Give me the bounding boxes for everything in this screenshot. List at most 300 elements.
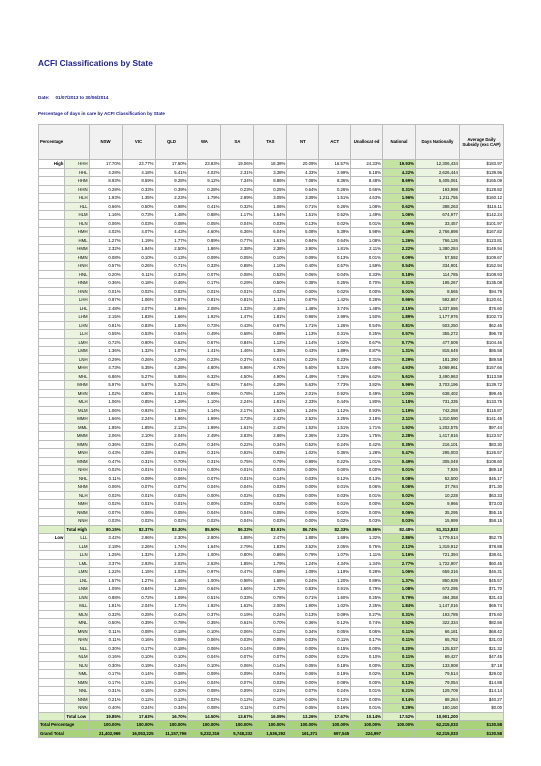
table-row — [39, 636, 504, 645]
cell-sa: 19.06% — [221, 160, 254, 169]
cell-sa: 0.02% — [221, 491, 254, 500]
report-subtitle: Percentage of days in care by ACFI Classification by State — [38, 111, 165, 116]
cell-code: MLN — [65, 610, 89, 619]
header-days: Days Nationally — [415, 125, 459, 160]
cell-sa: 0.06% — [221, 627, 254, 636]
table-row — [39, 398, 504, 407]
cell-nt: 0.07% — [287, 687, 319, 696]
table-row — [39, 304, 504, 313]
header-sa: SA — [221, 125, 254, 160]
group-label — [39, 262, 65, 271]
cell-subsidy: $69.74 — [459, 602, 503, 611]
cell-national: 0.06% — [383, 508, 416, 517]
cell-nsw: 0.88% — [89, 593, 122, 602]
table-row — [39, 236, 504, 245]
cell-subsidy: $108.93 — [459, 270, 503, 279]
cell-subsidy: $165.09 — [459, 177, 503, 186]
cell-national: 0.18% — [383, 270, 416, 279]
cell-act: 0.25% — [319, 279, 351, 288]
cell-unallocated: 0.27% — [351, 610, 383, 619]
cell-subsidy: $68.42 — [459, 627, 503, 636]
cell-days: 3,703,196 — [415, 381, 459, 390]
cell-tas: 1.65% — [254, 576, 287, 585]
cell-act: 0.08% — [319, 678, 351, 687]
cell-tas: 0.14% — [254, 661, 287, 670]
cell-code: HMH — [65, 228, 89, 237]
cell-days: 195,267 — [415, 279, 459, 288]
cell-vic: 0.03% — [122, 219, 155, 228]
cell-subsidy: $128.82 — [459, 185, 503, 194]
cell-vic: 5.27% — [122, 372, 155, 381]
table-row — [39, 704, 504, 713]
cell-code: LMH — [65, 338, 89, 347]
cell-code: LHL — [65, 304, 89, 313]
cell-qld: 0.20% — [155, 687, 188, 696]
cell-nsw: 2.18% — [89, 542, 122, 551]
group-label — [39, 330, 65, 339]
table-row — [39, 270, 504, 279]
cell-unallocated: 0.02% — [351, 670, 383, 679]
cell-tas: 1.70% — [254, 585, 287, 594]
cell-unallocated: 0.06% — [351, 627, 383, 636]
cell-nsw: 1.02% — [89, 389, 122, 398]
cell-nsw: 1.27% — [89, 236, 122, 245]
cell-nt: 0.87% — [287, 296, 319, 305]
cell-subsidy: $78.88 — [459, 542, 503, 551]
group-label — [39, 185, 65, 194]
cell-act: 0.19% — [319, 670, 351, 679]
cell-wa: 0.41% — [188, 202, 221, 211]
cell-subsidy: $31.43 — [459, 593, 503, 602]
table-row — [39, 355, 504, 364]
cell-days: 1,147,016 — [415, 602, 459, 611]
cell-act: 0.01% — [319, 500, 351, 509]
cell-unallocated: 1.80% — [351, 398, 383, 407]
cell-subsidy: $99.45 — [459, 389, 503, 398]
cell-vic: 0.16% — [122, 687, 155, 696]
cell-code: MHL — [65, 372, 89, 381]
cell-subsidy: $108.60 — [459, 457, 503, 466]
header-subsidy: Average Daily Subsidy (exc CAP) — [459, 125, 503, 160]
group-label — [39, 687, 65, 696]
cell-national: 0.47% — [383, 449, 416, 458]
cell-nsw: 19.85% — [89, 712, 122, 721]
cell-national: 0.81% — [383, 321, 416, 330]
cell-unallocated: 0.25% — [351, 593, 383, 602]
cell-qld: 2.12% — [155, 423, 188, 432]
cell-national: 1.06% — [383, 568, 416, 577]
cell-tas: 0.14% — [254, 474, 287, 483]
cell-wa: 4.02% — [188, 168, 221, 177]
cell-wa: 2.08% — [188, 304, 221, 313]
cell-subsidy — [459, 525, 503, 534]
cell-national: 82.48% — [383, 525, 416, 534]
cell-nsw: 0.02% — [89, 500, 122, 509]
cell-act: 0.11% — [319, 636, 351, 645]
cell-tas: 0.09% — [254, 644, 287, 653]
cell-nt: 0.00% — [287, 517, 319, 526]
group-label — [39, 321, 65, 330]
cell-sa: 0.75% — [221, 457, 254, 466]
cell-national: 2.77% — [383, 559, 416, 568]
cell-national: 4.93% — [383, 364, 416, 373]
cell-code: HNM — [65, 279, 89, 288]
cell-nsw: 0.20% — [89, 270, 122, 279]
cell-vic: 1.27% — [122, 576, 155, 585]
cell-nsw: 0.03% — [89, 517, 122, 526]
cell-sa: 0.98% — [221, 576, 254, 585]
cell-subsidy: $123.81 — [459, 236, 503, 245]
cell-nsw: 0.02% — [89, 491, 122, 500]
cell-code: MLH — [65, 398, 89, 407]
cell-national: 0.13% — [383, 670, 416, 679]
cell-subsidy: $73.03 — [459, 500, 503, 509]
cell-subsidy: $40.27 — [459, 695, 503, 704]
cell-act: 1.12% — [319, 406, 351, 415]
cell-code: NNH — [65, 517, 89, 526]
cell-sa: 0.09% — [221, 687, 254, 696]
cell-tas: 2.00% — [254, 602, 287, 611]
cell-sa: 0.37% — [221, 355, 254, 364]
group-label — [39, 508, 65, 517]
header-unallocated: Unallocat ed — [351, 125, 383, 160]
cell-nt: 0.64% — [287, 185, 319, 194]
cell-nt: 3.39% — [287, 194, 319, 203]
table-row — [39, 534, 504, 543]
cell-vic: 0.73% — [122, 211, 155, 220]
cell-nsw: 0.11% — [89, 474, 122, 483]
cell-unallocated: 8.48% — [351, 177, 383, 186]
table-row — [39, 423, 504, 432]
cell-qld: 0.02% — [155, 491, 188, 500]
group-label — [39, 236, 65, 245]
group-label — [39, 653, 65, 662]
cell-nt: 0.38% — [287, 279, 319, 288]
cell-act: 1.26% — [319, 321, 351, 330]
cell-national: 5.61% — [383, 372, 416, 381]
cell-nt: 0.71% — [287, 202, 319, 211]
cell-days: 9,966 — [415, 500, 459, 509]
cell-sa: 0.80% — [221, 551, 254, 560]
cell-nsw: 0.40% — [89, 704, 122, 713]
cell-days: 305,049 — [415, 457, 459, 466]
cell-act: 0.24% — [319, 440, 351, 449]
table-row — [39, 347, 504, 356]
cell-act: 1.42% — [319, 296, 351, 305]
cell-unallocated: 0.17% — [351, 636, 383, 645]
cell-vic: 0.17% — [122, 644, 155, 653]
cell-qld: 0.01% — [155, 500, 188, 509]
cell-national: 2.22% — [383, 245, 416, 254]
cell-act: 17.67% — [319, 712, 351, 721]
cell-unallocated: 0.03% — [351, 517, 383, 526]
cell-national: 0.21% — [383, 687, 416, 696]
cell-vic: 1.83% — [122, 313, 155, 322]
group-label — [39, 202, 65, 211]
cell-days: 5,405,061 — [415, 177, 459, 186]
cell-nsw: 0.01% — [89, 287, 122, 296]
cell-qld: 2.23% — [155, 194, 188, 203]
cell-unallocated: 0.70% — [351, 279, 383, 288]
cell-unallocated: 0.00% — [351, 466, 383, 475]
cell-nsw: 0.29% — [89, 355, 122, 364]
cell-subsidy: $141.45 — [459, 415, 503, 424]
cell-qld: 0.29% — [155, 355, 188, 364]
cell-days: 1,211,755 — [415, 194, 459, 203]
cell-qld: 4.28% — [155, 364, 188, 373]
cell-wa: 100.00% — [188, 721, 221, 730]
cell-vic: 0.84% — [122, 585, 155, 594]
cell-national: 0.05% — [383, 219, 416, 228]
cell-national: 1.92% — [383, 423, 416, 432]
cell-nsw: 0.36% — [89, 279, 122, 288]
cell-wa: 0.67% — [188, 338, 221, 347]
cell-days: 1,319,912 — [415, 542, 459, 551]
table-row — [39, 432, 504, 441]
cell-code: HLN — [65, 219, 89, 228]
table-row — [39, 296, 504, 305]
cell-wa: 0.04% — [188, 483, 221, 492]
cell-qld: 0.18% — [155, 644, 188, 653]
cell-subsidy: $104.46 — [459, 338, 503, 347]
cell-subsidy: $45.57 — [459, 576, 503, 585]
cell-vic: 0.72% — [122, 593, 155, 602]
cell-tas: 16.09% — [254, 712, 287, 721]
cell-code: LNM — [65, 585, 89, 594]
cell-wa: 0.00% — [188, 491, 221, 500]
table-row — [39, 194, 504, 203]
cell-days: 7,926 — [415, 466, 459, 475]
cell-nt: 1.90% — [287, 602, 319, 611]
cell-subsidy: $135.08 — [459, 279, 503, 288]
cell-nsw: 0.07% — [89, 508, 122, 517]
cell-unallocated: 0.01% — [351, 253, 383, 262]
cell-code: HLL — [65, 202, 89, 211]
cell-act: 0.02% — [319, 287, 351, 296]
cell-code: LMN — [65, 568, 89, 577]
cell-unallocated: 2.25% — [351, 602, 383, 611]
cell-nt: 7.08% — [287, 177, 319, 186]
cell-national: 5.96% — [383, 381, 416, 390]
cell-qld: 0.14% — [155, 678, 188, 687]
cell-qld: 2.02% — [155, 559, 188, 568]
cell-code: NLH — [65, 491, 89, 500]
date-line — [38, 95, 114, 100]
table-row — [39, 653, 504, 662]
cell-act: 82.33% — [319, 525, 351, 534]
cell-code: MNH — [65, 449, 89, 458]
cell-national: 0.09% — [383, 253, 416, 262]
cell-code: HHH — [65, 160, 89, 169]
cell-sa: 0.78% — [221, 389, 254, 398]
cell-subsidy — [459, 712, 503, 721]
cell-nsw: 1.06% — [89, 406, 122, 415]
cell-national: 1.37% — [383, 576, 416, 585]
cell-days: 742,258 — [415, 406, 459, 415]
cell-unallocated: 4.68% — [351, 364, 383, 373]
cell-act: 0.22% — [319, 653, 351, 662]
cell-nsw: 1.66% — [89, 415, 122, 424]
cell-nt: 100.00% — [287, 721, 319, 730]
cell-unallocated: 0.00% — [351, 661, 383, 670]
cell-vic: 0.85% — [122, 398, 155, 407]
cell-code: HLM — [65, 211, 89, 220]
cell-nt: 0.99% — [287, 457, 319, 466]
cell-qld: 1.46% — [155, 576, 188, 585]
cell-act: 0.03% — [319, 491, 351, 500]
cell-unallocated: 24.33% — [351, 160, 383, 169]
cell-sa: 2.31% — [221, 168, 254, 177]
cell-unallocated: 0.79% — [351, 585, 383, 594]
table-row — [39, 211, 504, 220]
header-nt: NT — [287, 125, 319, 160]
cell-wa: 0.51% — [188, 593, 221, 602]
cell-act: 1.02% — [319, 338, 351, 347]
cell-days: 15,999 — [415, 517, 459, 526]
cell-days: 88,264 — [415, 695, 459, 704]
group-label — [39, 398, 65, 407]
cell-vic: 1.32% — [122, 347, 155, 356]
cell-days: 1,380,284 — [415, 245, 459, 254]
cell-qld: 1.09% — [155, 593, 188, 602]
cell-national: 0.02% — [383, 500, 416, 509]
cell-code: LLL — [65, 534, 89, 543]
group-label — [39, 602, 65, 611]
cell-tas: 0.03% — [254, 483, 287, 492]
group-label: High — [39, 160, 65, 169]
cell-tas: 4.70% — [254, 364, 287, 373]
cell-qld: 1.51% — [155, 389, 188, 398]
group-label — [39, 551, 65, 560]
cell-unallocated: 1.08% — [351, 202, 383, 211]
cell-nsw: 0.17% — [89, 670, 122, 679]
cell-vic: 0.53% — [122, 330, 155, 339]
table-row — [39, 678, 504, 687]
cell-vic: 0.02% — [122, 287, 155, 296]
cell-sa: 4.50% — [221, 372, 254, 381]
cell-wa: 0.28% — [188, 185, 221, 194]
cell-days: 114,785 — [415, 270, 459, 279]
cell-national: 0.79% — [383, 593, 416, 602]
cell-code: MHM — [65, 381, 89, 390]
cell-days: 1,722,907 — [415, 559, 459, 568]
cell-national: 0.35% — [383, 440, 416, 449]
cell-act: 5.39% — [319, 228, 351, 237]
group-label — [39, 279, 65, 288]
cell-sa: 0.47% — [221, 568, 254, 577]
cell-nt: 0.05% — [287, 661, 319, 670]
cell-tas: 0.02% — [254, 287, 287, 296]
cell-code: LLH — [65, 330, 89, 339]
cell-unallocated: 0.00% — [351, 695, 383, 704]
row-label: Grand Total — [39, 729, 90, 738]
cell-nt: 0.34% — [287, 627, 319, 636]
table-row — [39, 687, 504, 696]
cell-act: 0.23% — [319, 355, 351, 364]
cell-act: 100.00% — [319, 721, 351, 730]
acfi-table — [38, 124, 504, 738]
cell-sa: 0.01% — [221, 287, 254, 296]
cell-qld: 0.43% — [155, 440, 188, 449]
cell-tas: 0.86% — [254, 551, 287, 560]
cell-tas: 1.06% — [254, 202, 287, 211]
cell-nt: 1.09% — [287, 568, 319, 577]
cell-subsidy: $21.32 — [459, 644, 503, 653]
cell-nt: 86.74% — [287, 525, 319, 534]
cell-sa: 1.33% — [221, 304, 254, 313]
cell-qld: 0.46% — [155, 279, 188, 288]
cell-subsidy: $14.88 — [459, 678, 503, 687]
cell-code: NHH — [65, 466, 89, 475]
cell-sa: 0.06% — [221, 661, 254, 670]
cell-unallocated: 0.28% — [351, 568, 383, 577]
group-label — [39, 168, 65, 177]
cell-qld: 0.62% — [155, 338, 188, 347]
cell-unallocated: 5.18% — [351, 168, 383, 177]
cell-qld: 0.02% — [155, 517, 188, 526]
cell-code: NMM — [65, 508, 89, 517]
cell-code: NHL — [65, 474, 89, 483]
cell-nt: 0.43% — [287, 347, 319, 356]
cell-nt: 0.13% — [287, 610, 319, 619]
cell-vic: 16,053,225 — [122, 729, 155, 738]
cell-act: 16.57% — [319, 160, 351, 169]
cell-unallocated: 1.28% — [351, 449, 383, 458]
cell-nsw: 5.97% — [89, 381, 122, 390]
cell-national: 1.96% — [383, 194, 416, 203]
cell-wa: 0.08% — [188, 704, 221, 713]
cell-unallocated: 1.34% — [351, 559, 383, 568]
cell-vic: 0.10% — [122, 253, 155, 262]
cell-vic: 0.83% — [122, 321, 155, 330]
cell-act: 1.81% — [319, 245, 351, 254]
cell-wa: 0.06% — [188, 644, 221, 653]
group-label — [39, 576, 65, 585]
cell-vic: 0.28% — [122, 610, 155, 619]
cell-nsw: 4.73% — [89, 364, 122, 373]
cell-sa: 6.36% — [221, 228, 254, 237]
cell-wa: 2.80% — [188, 534, 221, 543]
cell-sa: 0.03% — [221, 636, 254, 645]
cell-sa: 100.00% — [221, 721, 254, 730]
cell-vic: 2.96% — [122, 534, 155, 543]
cell-subsidy: $71.30 — [459, 483, 503, 492]
cell-national: 4.22% — [383, 168, 416, 177]
cell-national: 1.31% — [383, 347, 416, 356]
cell-unallocated: 89.86% — [351, 525, 383, 534]
cell-act: 1.20% — [319, 576, 351, 585]
cell-wa: 1.92% — [188, 602, 221, 611]
cell-act: 0.02% — [319, 508, 351, 517]
group-label — [39, 245, 65, 254]
cell-national: 0.57% — [383, 330, 416, 339]
cell-days: 62,215,033 — [415, 721, 459, 730]
table-row — [39, 542, 504, 551]
cell-qld: 1.72% — [155, 602, 188, 611]
header-row — [39, 125, 504, 160]
cell-tas: 0.52% — [254, 270, 287, 279]
cell-qld: 0.02% — [155, 287, 188, 296]
cell-subsidy: $130.58 — [459, 721, 503, 730]
table-row — [39, 559, 504, 568]
cell-nsw: 1.22% — [89, 568, 122, 577]
group-label — [39, 593, 65, 602]
group-label — [39, 695, 65, 704]
cell-tas: 3.05% — [254, 194, 287, 203]
cell-sa: 0.88% — [221, 262, 254, 271]
cell-vic: 0.09% — [122, 474, 155, 483]
cell-wa: 0.31% — [188, 457, 221, 466]
